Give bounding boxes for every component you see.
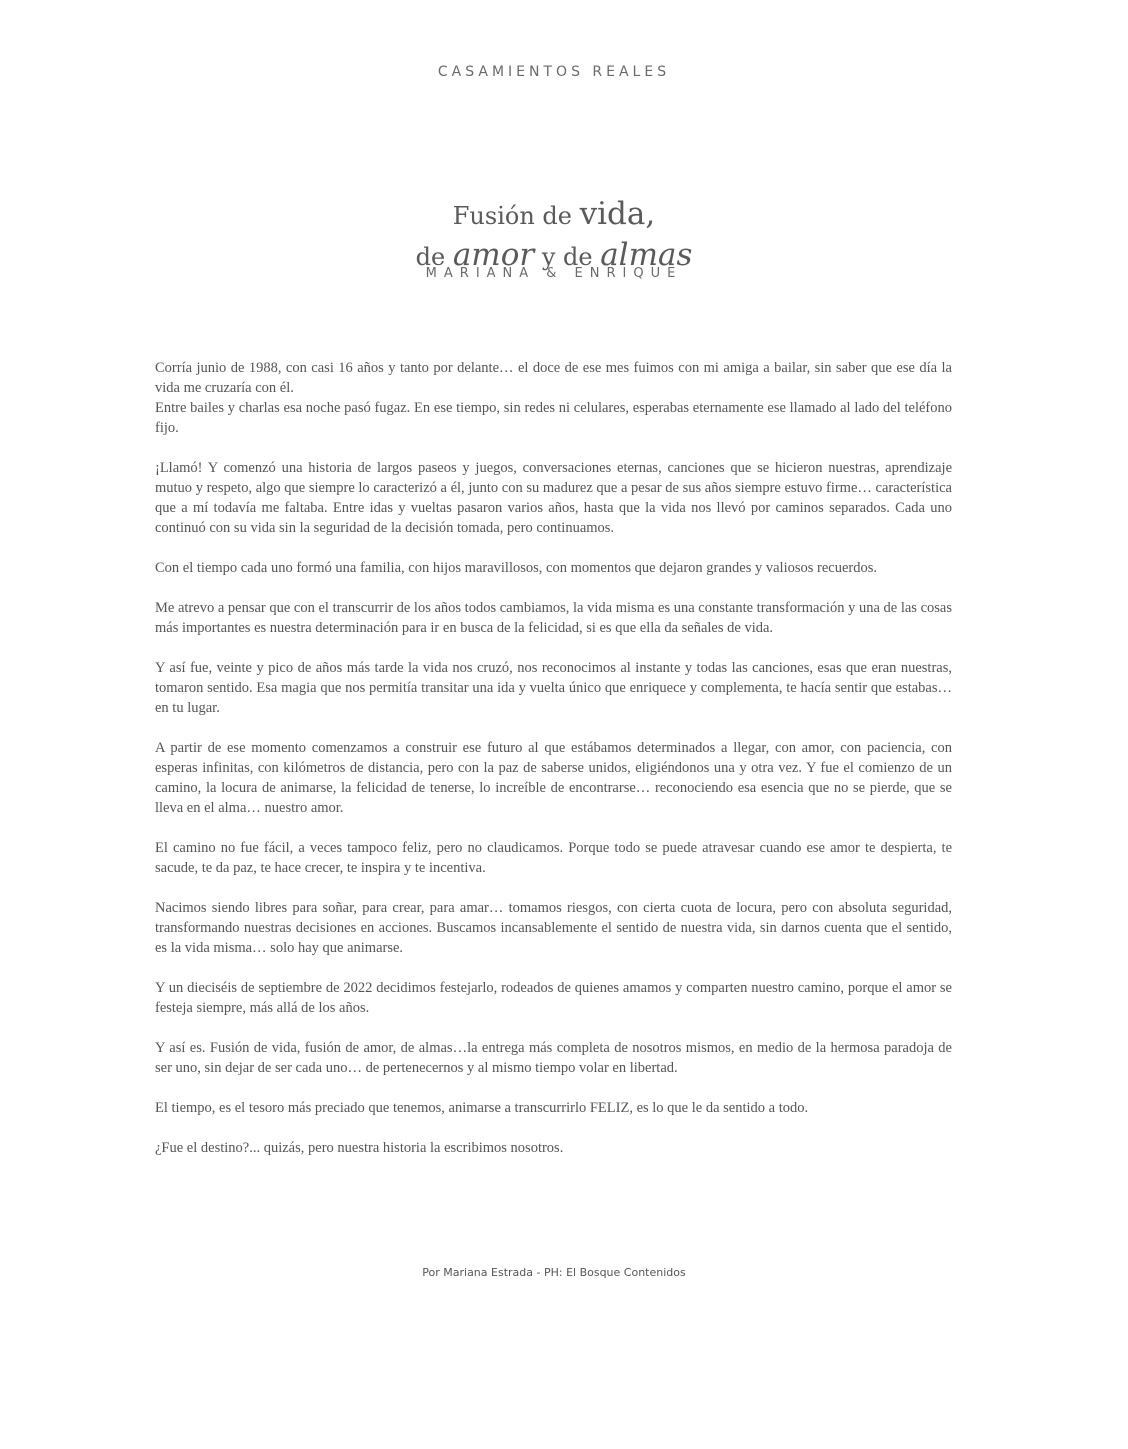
title-word-vida: vida,	[579, 196, 656, 232]
title-word-almas: almas	[600, 237, 693, 273]
title-word-de: de	[415, 243, 453, 271]
paragraph-3: ¡Llamó! Y comenzó una historia de largos paseos y juegos, conversaciones eternas, canciones que se hicieron nuestras, aprendizaje mutuo y respeto, algo que siempre lo caracterizó a él, junto con su madurez que a pesar de sus años siempre estuvo firme… característica que a mí todavía me faltaba. Entre idas y vueltas pasaron varios años, hasta que la vida nos llevó por caminos separados. Cada uno continuó con su vida sin la seguridad de la decisión tomada, pero continuamos.	[155, 460, 952, 536]
paragraph-8: El camino no fue fácil, a veces tampoco feliz, pero no claudicamos. Porque todo se puede atravesar cuando ese amor te despierta, te sacude, te da paz, te hace crecer, te inspira y te incentiva.	[155, 840, 952, 876]
title-word-fusion: Fusión de	[452, 202, 580, 230]
couple-names: MARIANA & ENRIQUE	[425, 266, 683, 281]
paragraph-7: A partir de ese momento comenzamos a construir ese futuro al que estábamos determinados a llegar, con amor, con paciencia, con esperas infinitas, con kilómetros de distancia, pero con la paz de saberse unidos, eligiéndonos una y otra vez. Y fue el comienzo de un camino, la locura de animarse, la felicidad de tenerse, lo increíble de encontrarse… reconociendo esa esencia que no se pierde, que se lleva en el alma… nuestro amor.	[155, 740, 952, 816]
title-word-amor: amor	[452, 237, 535, 273]
paragraph-12: El tiempo, es el tesoro más preciado que tenemos, animarse a transcurrirlo FELIZ, es lo que le da sentido a todo.	[155, 1100, 809, 1116]
photo-credit: Por Mariana Estrada - PH: El Bosque Contenidos	[422, 1266, 686, 1279]
paragraph-11: Y así es. Fusión de vida, fusión de amor, de almas…la entrega más completa de nosotros mismos, en medio de la hermosa paradoja de ser uno, sin dejar de ser cada uno… de pertenecernos y al mismo tiempo volar en libertad.	[155, 1040, 952, 1076]
paragraph-2: Entre bailes y charlas esa noche pasó fugaz. En ese tiempo, sin redes ni celulares, esperabas eternamente ese llamado al lado del teléfono fijo.	[155, 400, 952, 436]
paragraph-9: Nacimos siendo libres para soñar, para crear, para amar… tomamos riesgos, con cierta cuota de locura, pero con absoluta seguridad, transformando nuestras decisiones en acciones. Buscamos incansablemente el sentido de nuestra vida, sin darnos cuenta que el sentido, es la vida misma… solo hay que animarse.	[155, 900, 952, 956]
section-label: CASAMIENTOS REALES	[437, 64, 671, 80]
paragraph-10: Y un dieciséis de septiembre de 2022 decidimos festejarlo, rodeados de quienes amamos y comparten nuestro camino, porque el amor se festeja siempre, más allá de los años.	[155, 980, 952, 1016]
title-line-1	[0, 196, 1108, 237]
paragraph-1: Corría junio de 1988, con casi 16 años y tanto por delante… el doce de ese mes fuimos con mi amiga a bailar, sin saber que ese día la vida me cruzaría con él.	[155, 360, 952, 396]
paragraph-6: Y así fue, veinte y pico de años más tarde la vida nos cruzó, nos reconocimos al instante y todas las canciones, esas que eran nuestras, tomaron sentido. Esa magia que nos permitía transitar una ida y vuelta único que enriquece y complementa, te hacía sentir que estabas… en tu lugar.	[155, 660, 952, 716]
paragraph-4: Con el tiempo cada uno formó una familia, con hijos maravillosos, con momentos que dejaron grandes y valiosos recuerdos.	[155, 560, 878, 576]
paragraph-5: Me atrevo a pensar que con el transcurrir de los años todos cambiamos, la vida misma es una constante transformación y una de las cosas más importantes es nuestra determinación para ir en busca de la felicidad, si es que ella da señales de vida.	[155, 600, 952, 636]
paragraph-13: ¿Fue el destino?... quizás, pero nuestra historia la escribimos nosotros.	[155, 1140, 564, 1156]
title-word-y-de: y de	[534, 243, 601, 271]
article-body	[155, 358, 952, 1178]
